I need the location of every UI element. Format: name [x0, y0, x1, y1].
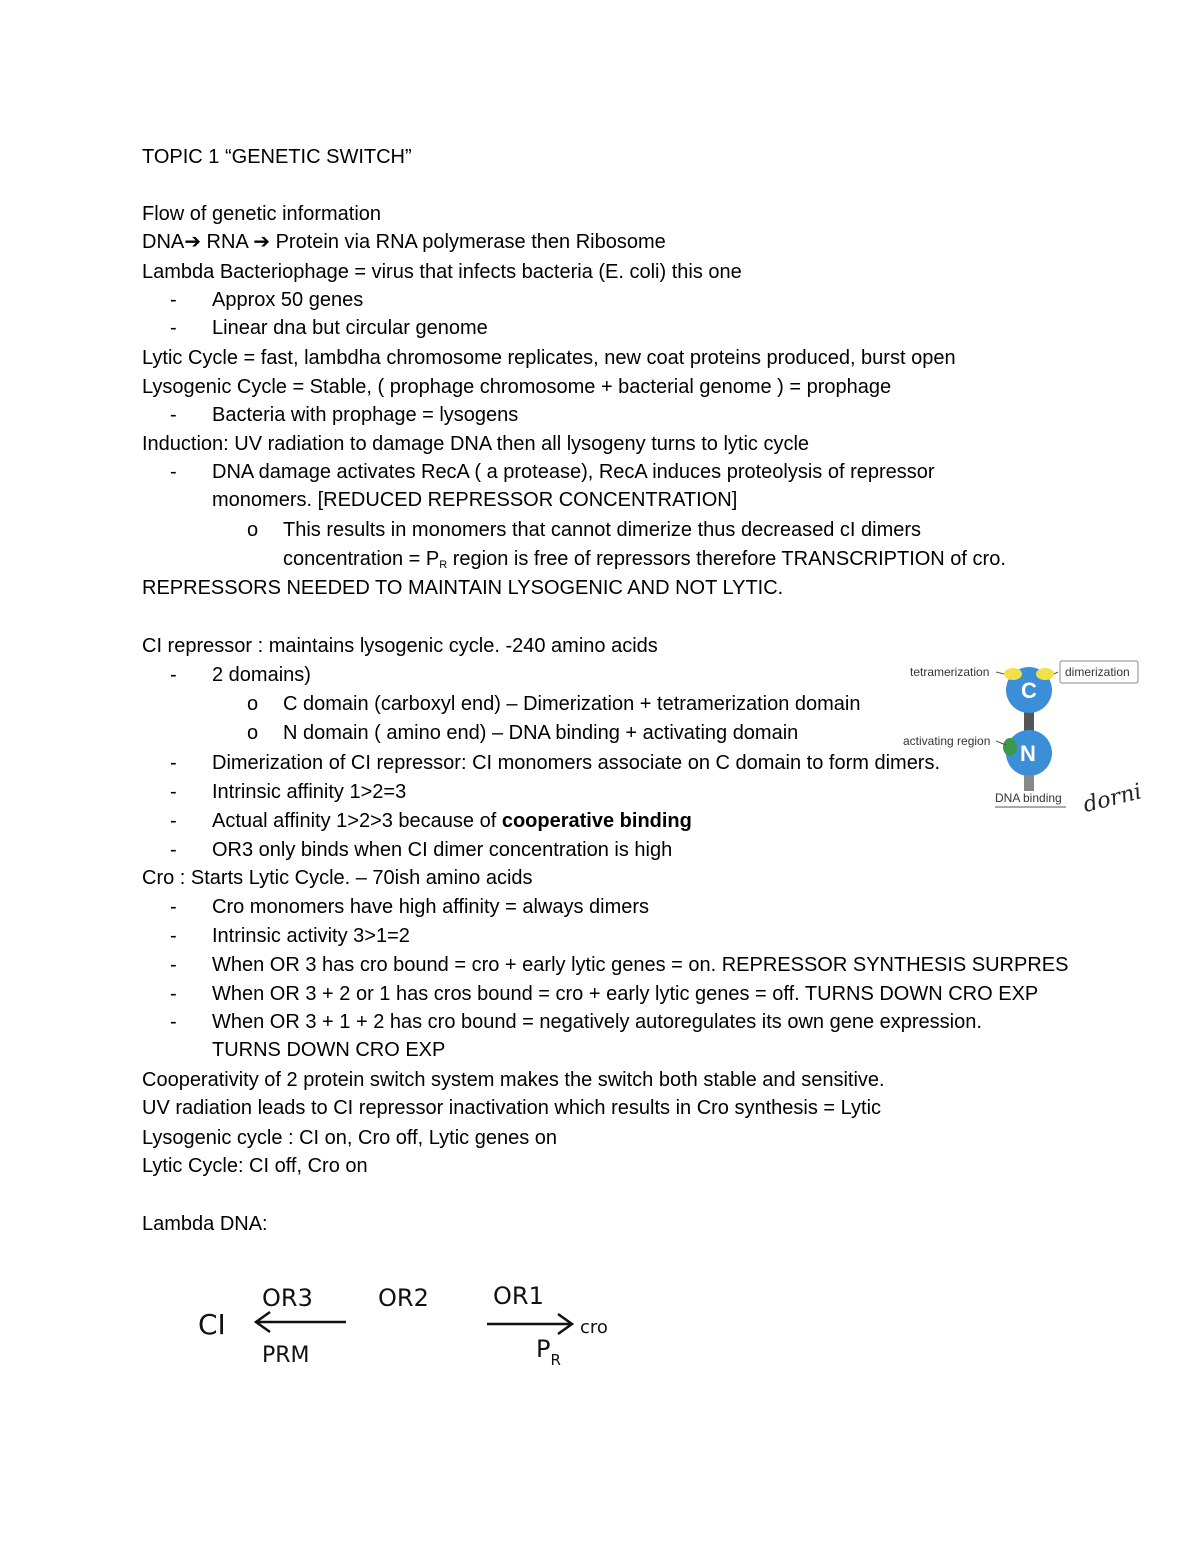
text-line: Cooperativity of 2 protein switch system makes the switch both stable and sensitive. — [142, 1069, 885, 1091]
text-line: Lytic Cycle: CI off, Cro on — [142, 1155, 368, 1177]
list-dash: - — [170, 664, 177, 686]
repressor-protein-figure — [900, 655, 1145, 820]
list-dash: - — [170, 896, 177, 918]
page-title: TOPIC 1 “GENETIC SWITCH” — [142, 146, 412, 168]
sub-list-item: C domain (carboxyl end) – Dimerization + tetramerization domain — [283, 693, 861, 715]
list-item: When OR 3 + 1 + 2 has cro bound = negatively autoregulates its own gene expression. — [212, 1011, 982, 1033]
arrow-left-icon — [256, 1312, 270, 1332]
ci-gene-label: CI — [198, 1308, 226, 1341]
list-item-continuation: TURNS DOWN CRO EXP — [212, 1039, 446, 1061]
list-dash: - — [170, 404, 177, 426]
text-line: Lambda Bacteriophage = virus that infects bacteria (E. coli) this one — [142, 261, 742, 283]
tetramerization-patch — [1004, 668, 1022, 680]
list-dash: - — [170, 1011, 177, 1033]
dna-binding-stem — [1024, 775, 1034, 791]
list-item: Dimerization of CI repressor: CI monomers associate on C domain to form dimers. — [212, 752, 941, 774]
text-line: Lytic Cycle = fast, lambdha chromosome replicates, new coat proteins produced, burst open — [142, 347, 956, 369]
list-item: Linear dna but circular genome — [212, 317, 488, 339]
arrow-right-icon: ➔ — [253, 231, 271, 253]
list-item: 2 domains) — [212, 664, 311, 686]
dimerization-patch — [1036, 668, 1054, 680]
text-line: Lambda DNA: — [142, 1213, 268, 1235]
text-line: CI repressor : maintains lysogenic cycle. -240 amino acids — [142, 635, 658, 657]
sub-list-item: N domain ( amino end) – DNA binding + activating domain — [283, 722, 799, 744]
text-line: Cro : Starts Lytic Cycle. – 70ish amino acids — [142, 867, 533, 889]
list-item: Approx 50 genes — [212, 289, 364, 311]
dna-binding-label: DNA binding — [995, 791, 1062, 805]
list-dash: - — [170, 839, 177, 861]
text-line: DNA➔ RNA ➔ Protein via RNA polymerase then Ribosome — [142, 231, 666, 253]
list-circle: o — [247, 722, 259, 744]
pr-promoter-label: $P_R$ — [536, 1335, 561, 1369]
list-item: When OR 3 + 2 or 1 has cros bound = cro + early lytic genes = off. TURNS DOWN CRO EXP — [212, 983, 1039, 1005]
text-line: UV radiation leads to CI repressor inactivation which results in Cro synthesis = Lytic — [142, 1097, 882, 1119]
list-circle: o — [247, 693, 259, 715]
list-item: DNA damage activates RecA ( a protease), RecA induces proteolysis of repressor — [212, 461, 935, 483]
list-item: Bacteria with prophage = lysogens — [212, 404, 519, 426]
sub-list-item-continuation: concentration = $P_R$ region is free of repressors therefore TRANSCRIPTION of cro. — [283, 548, 1006, 571]
list-item: OR3 only binds when CI dimer concentration is high — [212, 839, 673, 861]
text-line: Flow of genetic information — [142, 203, 382, 225]
text-line: Induction: UV radiation to damage DNA then all lysogeny turns to lytic cycle — [142, 433, 810, 455]
text-line: Lysogenic Cycle = Stable, ( prophage chromosome + bacterial genome ) = prophage — [142, 376, 892, 398]
cro-gene-label: cro — [580, 1317, 608, 1338]
bold-text: cooperative binding — [501, 810, 692, 832]
handwritten-signature: dorni — [1080, 779, 1145, 818]
list-dash: - — [170, 781, 177, 803]
or3-label: OR3 — [262, 1284, 313, 1312]
list-dash: - — [170, 925, 177, 947]
arrow-right-icon — [558, 1314, 572, 1334]
n-domain-label: N — [1020, 741, 1036, 766]
list-item: When OR 3 has cro bound = cro + early lytic genes = on. REPRESSOR SYNTHESIS SURPRES — [212, 954, 1069, 976]
text-line: Lysogenic cycle : CI on, Cro off, Lytic genes on — [142, 1127, 558, 1149]
dimerization-label: dimerization — [1065, 665, 1130, 679]
list-dash: - — [170, 317, 177, 339]
list-item: Actual affinity 1>2>3 because of cooperative binding — [212, 810, 692, 832]
sub-list-item: This results in monomers that cannot dimerize thus decreased cI dimers — [283, 519, 922, 541]
activating-region-label: activating region — [903, 734, 991, 748]
c-domain-label: C — [1021, 678, 1037, 703]
or1-label: OR1 — [493, 1282, 544, 1310]
list-item: Cro monomers have high affinity = always dimers — [212, 896, 650, 918]
list-dash: - — [170, 289, 177, 311]
list-dash: - — [170, 954, 177, 976]
arrow-right-icon: ➔ — [184, 231, 201, 253]
or2-label: OR2 — [378, 1284, 429, 1312]
list-dash: - — [170, 461, 177, 483]
list-dash: - — [170, 983, 177, 1005]
text-line: REPRESSORS NEEDED TO MAINTAIN LYSOGENIC AND NOT LYTIC. — [142, 577, 784, 599]
prm-promoter-label: PRM — [262, 1343, 310, 1368]
list-item: Intrinsic affinity 1>2=3 — [212, 781, 407, 803]
activating-patch — [1003, 738, 1017, 756]
tetramerization-label: tetramerization — [910, 665, 990, 679]
list-item-continuation: monomers. [REDUCED REPRESSOR CONCENTRATION] — [212, 489, 738, 511]
list-circle: o — [247, 519, 259, 541]
list-dash: - — [170, 810, 177, 832]
list-item: Intrinsic activity 3>1=2 — [212, 925, 410, 947]
list-dash: - — [170, 752, 177, 774]
